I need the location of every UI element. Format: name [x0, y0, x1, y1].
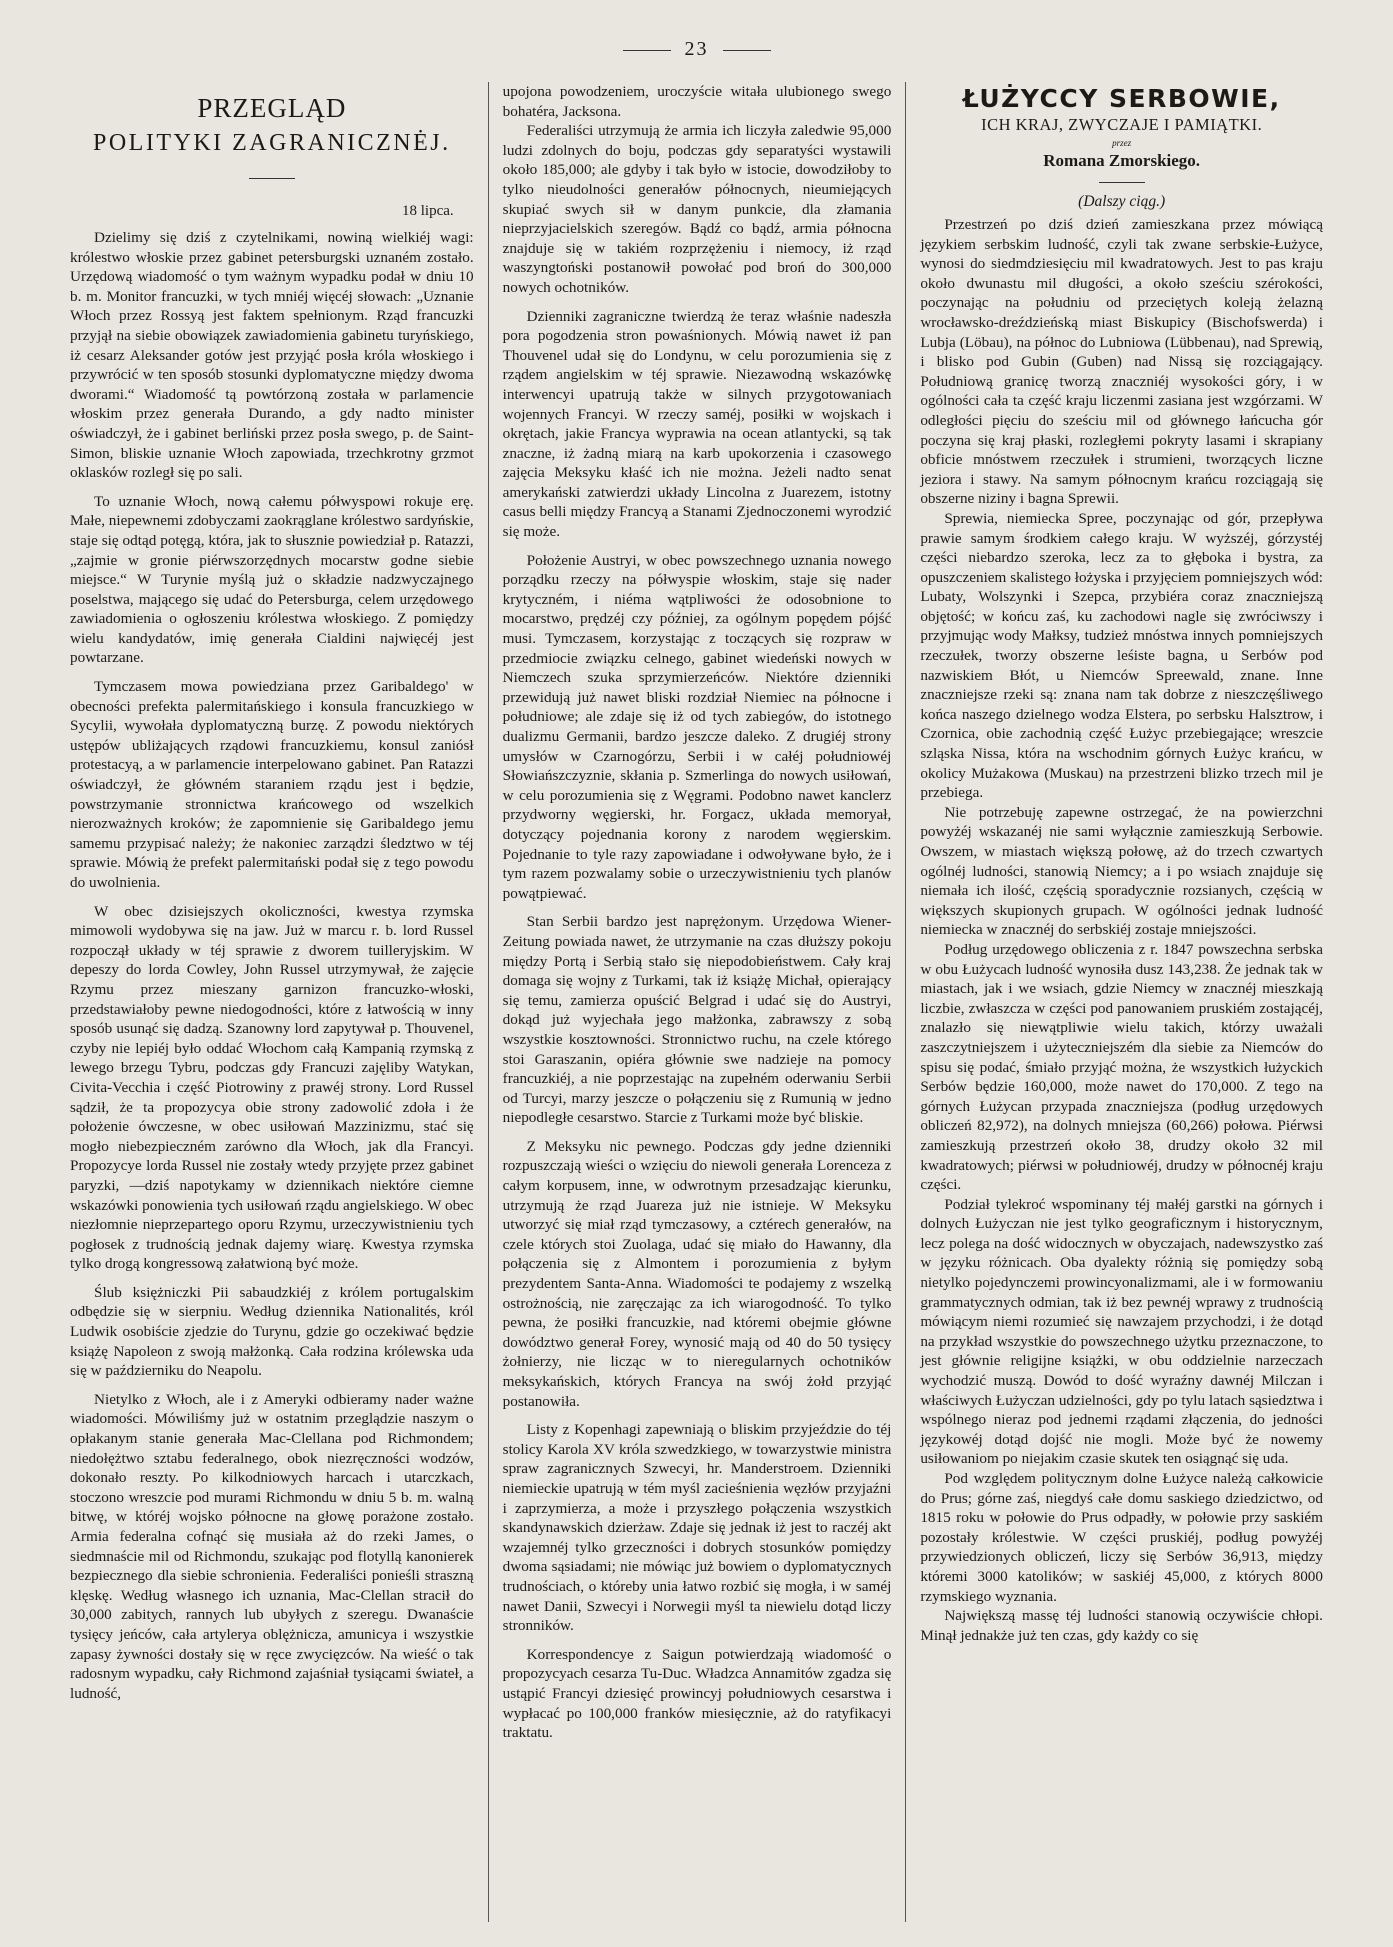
continuation-note: (Dalszy ciąg.): [1078, 193, 1166, 210]
article-columns: [70, 82, 1323, 1922]
paragraph: Położenie Austryi, w obec powszechnego uznania nowego porządku rzeczy na półwyspie włoskim, staje się nader krytyczném, i niéma wątpliwości że odosobnione to mocarstwo, prędzéj czy później, za ogólnym popędem pójść musi. Tymczasem, korzystając z toczących się rozpraw w przedmiocie związku celnego, gabinet wiedeński nowych w Niemczech szuka sprzymierzeńców. Niektóre dzienniki przewidują już nawet bliski rozdział Niemiec na północne i południowe; ale zdaje się iż od tych zabiegów, do istotnego dualizmu Germanii, bardzo jeszcze daleko. Z drugiéj strony umysłów w Czarnogórzu, Serbii i w całéj południowéj Słowiańszczyznie, skłania p. Szmerlinga do nowych usiłowań, w celu porozumienia się z Węgrami. Podobno nawet kanclerz przydworny węgierski, hr. Forgacz, układa memoryał, dotyczący pojednania korony z narodem węgierskim. Pojednanie to tyle razy zapowiadane i odwoływane było, że i tym razem pozwalamy sobie o urzeczywistnieniu tych planów powątpiewać.: [502, 551, 892, 902]
serial-subtitle: ICH KRAJ, ZWYCZAJE I PAMIĄTKI.: [981, 115, 1263, 134]
column-lusatian-serbs: [905, 82, 1323, 1922]
paragraph: W obec dzisiejszych okoliczności, kwestya rzymska mimowoli wydobywa się na jaw. Już w marcu r. b. lord Russel rozpoczął układy w téj sprawie z dworem tuilleryjskim. W depeszy do lorda Cowley, John Russel utrzymywał, że zajęcie Rzymu przez mieszany garnizon francuzko-włoski, przedstawiałoby pewne niedogodności, które z łatwością w inny sposób usunąć się dadzą. Szanowny lord zapytywał p. Thouvenel, czyby nie lepiéj było oddać Włochom całą Kampanią rzymską z lewego brzegu Tybru, podczas gdy Francuzi zajęliby Watykan, Civita-Vecchia i część Piotrowiny z prawéj strony. Lord Russel sądził, że ta propozycya obie strony zadowolić zdoła i że położenie ówczesne, w obec usiłowań Mazzinizmu, stać się mogło niebezpieczném zarówno dla Włoch, jak dla Francyi. Propozycye lorda Russel nie zostały wtedy przyjęte przez gabinet paryzki, —dziś napotykamy w dziennikach niektóre ciemne wskazówki ponowienia tych usiłowań rządu angielskiego. W obec niezłomnie nieprzepartego oporu Rzymu, urzeczywistnieniu tych pogłosek z trudnością jednak dajemy wiarę. Kwestya rzymska tylko drogą kongressową załatwioną być może.: [70, 902, 474, 1273]
paragraph: Sprewia, niemiecka Spree, poczynając od gór, przepływa prawie samym środkiem całego kraju. W wyższéj, górzystéj części niebardzo szeroka, lecz za to głęboka i bystra, za opuszczeniem skalistego łożyska i przyjęciem pomniejszych wód: Lubaty, Wolszynki i Szepca, przybiéra coraz znaczniejszą objętość; w końcu zaś, ku zachodowi nagle się zwróciwszy i przyjmując wody Małksy, tudzież mnóstwa innych pomniejszych rzeczułek, tworzy obszerne leśiste bagna, u Serbów pod nazwiskiem Błót, u Niemców Spreewald, znane. Inne znaczniejsze rzeki są: znana nam tak dobrze z nieszczęśliwego końca naszego dzielnego wodza Elstera, po serbsku Halsztrow, i Czornica, obie zachodnią część Łużyc przebiegające; wreszcie szląska Nissa, która na wschodnim górnych Łużyc krańcu, w okolicy Mużakowa (Muskau) na przestrzeni blizko trzech mil je przebiega.: [920, 509, 1323, 802]
page-number-rule-left: [623, 50, 671, 51]
paragraph: Z Meksyku nic pewnego. Podczas gdy jedne dzienniki rozpuszczają wieści o wzięciu do niewoli generała Lorenceza z całym korpusem, inne, w odwrotnym przesadzając kierunku, utrzymują że rząd Juareza już nie istnieje. W Meksyku utworzyć się miał rząd tymczasowy, a cztérech generałów, na czele których stoi Zuolaga, udać się miało do Hawanny, dla połączenia się z Almontem i porozumienia z byłym prezydentem Santa-Anna. Wiadomości te podajemy z wszelką ostrożnością, nie zaręczając za ich wiarogodność. To tylko pewna, że posiłki francuzkie, nad któremi obejmie główne dowództwo generał Forey, wynosić mają od 40 do 50 tysięcy żołnierzy, nie licząc w to nieregularnych ochotników meksykańskich, których Francya na swój żołd przyjąć postanowiła.: [502, 1137, 892, 1410]
page-number: [0, 38, 1393, 61]
column-foreign-policy: [70, 82, 488, 1922]
paragraph: Przestrzeń po dziś dzień zamieszkana przez mówiącą językiem serbskim ludność, czyli tak zwane serbskie-Łużyce, wynosi do siedmdziesięciu mil kwadratowych. Jest to pas kraju około dwunastu mil długości, a około sześciu szérokości, poczynając na południu od przeciętych koleją żelazną wrocławsko-dreździeńską miast Biskupicy (Bischofswerda) i Lubja (Löbau), na północ do Lubniowa (Lübbenau), nad Sprewią, i blisko pod Gubin (Guben) nad Nissą się rozciągający. Południową granicę tworzą znaczniéj wysokości góry, i w ogólności cała ta część kraju liczenmi zasiana jest wzgórzami. W odległości pięciu do sześciu mil od głównego łańcucha gór poczyna się kraj płaski, rozległemi pokryty lasami i skrapiany obficie mnóstwem rzeczułek i strumieni, tworzących liczne jeziora i stawy. Na samym północnym krańcu rozciągają się obszerne niziny i bagna Sprewii.: [920, 216, 1323, 508]
paragraph: Dzienniki zagraniczne twierdzą że teraz właśnie nadeszła pora pogodzenia stron powaśnionych. Mówią nawet iż pan Thouvenel udał się do Londynu, w celu porozumienia się z rządem angielskim w téj sprawie. Niezawodną wskazówkę interwencyi upatrują także w silnych przygotowaniach wojennych Francyi. W rzeczy saméj, posiłki w wojskach i okrętach, jakie Francya wyprawia na ocean atlantycki, są tak znaczne, iż żadną miarą na karb upokorzenia i czasowego zajęcia Meksyku kłaść ich nie można. Jeżeli nadto senat amerykański zatwierdzi układy Lincolna z Juarezem, istotny casus belli między Francyą a Stanami Zjednoczonemi wyrodzić się może.: [502, 307, 892, 541]
paragraph: To uznanie Włoch, nową całemu półwyspowi rokuje erę. Małe, niepewnemi zdobyczami zaokrąglane królestwo sardyńskie, staje się odtąd potęgą, która, jak to słusznie powiedział p. Ratazzi, „zajmie w gronie piérwszorzędnych mocarstw godne siebie miejsce.“ W Turynie myślą już o składzie nadzwyczajnego poselstwa, mającego się udać do Petersburga, celem urzędowego zawiadomienia o ogłoszeniu królestwa włoskiego. Z pomiędzy wielu kandydatów, imię generała Cialdini najwięcéj jest powtarzane.: [70, 492, 474, 667]
paragraph: Korrespondencye z Saigun potwierdzają wiadomość o propozycyach cesarza Tu-Duc. Władzca Annamitów zgadza się ustąpić Francyi dziesięć prowincyj południowych cesarstwa i wypłacać po 100,000 franków miesięcznie, aż do ratyfikacyi traktatu.: [502, 1645, 892, 1742]
byline-przez: przez: [1112, 138, 1132, 148]
page-number-text: 23: [684, 38, 709, 60]
serial-rule: [1099, 182, 1145, 183]
title-rule: [249, 178, 295, 179]
paragraph: Federaliści utrzymują że armia ich liczyła zaledwie 95,000 ludzi zdolnych do boju, podczas gdy separatyści wystawili około 185,000; ale gdyby i tak było w istocie, dowodziłoby to tylko nieudolności generałów północnych, nieumiejących skupiać swych sił w danym punkcie, dla złamania nieprzyjacielskich szeregów. Bądź co bądź, armia północna znajduje się w takiém rozprzężeniu i niemocy, iż rząd waszyngtoński postanowił powołać pod broń do 300,000 nowych ochotników.: [502, 122, 892, 296]
page-number-rule-right: [723, 50, 771, 51]
dateline: 18 lipca.: [402, 203, 454, 219]
serial-title: ŁUŻYCCY SERBOWIE,: [962, 84, 1281, 113]
article-subtitle: POLITYKI ZAGRANICZNĖJ.: [93, 130, 451, 156]
paragraph: Nie potrzebuję zapewne ostrzegać, że na powierzchni powyżéj wskazanéj nie sami wyłącznie zamieszkują Serbowie. Owszem, w miastach większą połowę, aż do trzech czwartych ogólnéj ludności, stanowią Niemcy; a i po wsiach znajduje się niemała ich ilość, częścią sporadycznie rozsianych, częścią w większych skupionych grupach. W ogólności jednak ludność niemiecka w znacznéj do serbskiéj zostaje mniejszości.: [920, 803, 1323, 939]
paragraph: Tymczasem mowa powiedziana przez Garibaldego' w obecności prefekta palermitańskiego i konsula francuzkiego w Sycylii, wywołała dyplomatyczną burzę. Z powodu niektórych ustępów ubliżających rządowi francuzkiemu, konsul zaniósł protestacyą, a w parlamencie interpelowano gabinet. Pan Ratazzi oświadczył, że główném staraniem rządu jest i będzie, powstrzymanie stronnictwa krańcowego od wszelkich nierozważnych kroków; że zapomnienie się Garibaldego jemu samemu przypisać należy; że nakoniec zarządzi śledztwo w téj sprawie. Mówią że prefekt palermitański podał się z tego powodu do uwolnienia.: [70, 678, 474, 891]
paragraph: Pod względem politycznym dolne Łużyce należą całkowicie do Prus; górne zaś, niegdyś całe domu saskiego dziedzictwo, od 1815 roku w połowie do Prus odpadły, w połowie przy saskiém pozostały królestwie. W części pruskiéj, podług powyżéj przywiedzionych obliczeń, liczy się Serbów 36,913, między któremi 3000 katolików; w saskiéj 45,000, z których 8000 rzymskiego wyznania.: [920, 1470, 1323, 1605]
paragraph: Podział tylekroć wspominany téj małéj garstki na górnych i dolnych Łużyczan nie jest tylko geograficznym i historycznym, lecz polega na dość widocznych w obyczajach, nadewszystko zaś w języku różnicach. Oba dyalekty różnią się pomiędzy sobą nietylko pojedynczemi prowincyonalizmami, ale i w formowaniu grammatycznych odmian, tak iż bez pewnéj wprawy z trudnością mówiącym niemi rozumieć się nawzajem przychodzi, i że dotąd na przykład wszystkie do powszechnego użytku przeznaczone, to jest głównie religijne książki, w obu oddzielnie narzeczach wychodzić muszą. Dowód to dość wyraźny dawnéj Milczan i właściwych Łużyczan udzielności, gdy po tylu latach sąsiedztwa i wspólnego nieraz pod jednemi rządami złączenia, do jedności językowéj dotąd dojść nie mogli. Może być że nowemy usiłowaniom po niejakim czasie skutek ten osiągnąć się uda.: [920, 1195, 1323, 1468]
byline-author: Romana Zmorskiego.: [1043, 151, 1201, 170]
paragraph: Największą massę téj ludności stanowią oczywiście chłopi. Minął jednakże już ten czas, gdy każdy co się: [920, 1607, 1323, 1644]
column-foreign-policy-continued: [488, 82, 906, 1922]
paragraph: Nietylko z Włoch, ale i z Ameryki odbieramy nader ważne wiadomości. Mówiliśmy już w ostatnim przeglądzie naszym o opłakanym stanie generała Mac-Clellana pod Richmondem; niedołężtwo sztabu federalnego, obok niezręczności wodzów, dokonało reszty. Po kilkodniowych harcach i utarczkach, stoczono wreszcie pod murami Richmondu w dniu 5 b. m. walną bitwę, w któréj wojsko północne na głowę porażone zostało. Armia federalna cofnąć się musiała aż do rzeki James, o siedmnaście mil od Richmondu, szukając pod flotyllą kanonierek bezpiecznego dla siebie schronienia. Federaliści ponieśli straszną klęskę. Według własnego ich uznania, Mac-Clellan stracił do 30,000 zabitych, rannych lub ubyłych z szeregu. Dwanaście tysięcy jeńców, cała artylerya oblężnicza, amunicya i wszystkie zapasy żywności dostały się w ręce zwycięzców. Na wieść o tak radosnym wypadku, cały Richmond zajaśniał tysiącami świateł, a ludność,: [70, 1390, 474, 1702]
paragraph: Dzielimy się dziś z czytelnikami, nowiną wielkiéj wagi: królestwo włoskie przez gabinet petersburgski uznaném zostało. Urzędową wiadomość o tym ważnym wypadku podał w dniu 10 b. m. Monitor francuzki, w tych mniéj więcéj słowach: „Uznanie Włoch przez Rossyą jest faktem spełnionym. Rząd francuzki przyjął na siebie obowiązek zawiadomienia gabinetu turyńskiego, iż cesarz Aleksander gotów jest przyjąć posła króla włoskiego i przywrócić w ten sposób stosunki dyplomatyczne między dwoma dworami.“ Wiadomość tą powtórzoną została w parlamencie włoskim przez generała Durando, a gdy nadto minister oświadczył, że i gabinet berliński przez posła swego, p. de Saint-Simon, bliskie uznanie Włoch zapowiada, trzechkrotny grzmot oklasków rozległ się po sali.: [70, 229, 474, 482]
paragraph: Stan Serbii bardzo jest naprężonym. Urzędowa Wiener-Zeitung powiada nawet, że utrzymanie na czas dłuższy pokoju między Portą i Serbią stało się niepodobieństwem. Cały kraj domaga się wojny z Turkami, tak iż książę Michał, opierający się temu, zamierza opuścić Belgrad i udać się do Austryi, dokąd już wyjechała jego małżonka, zabrawszy z sobą wszystkie kosztowności. Stronnictwo ruchu, na czele którego stoi Garaszanin, opiéra głównie swe nadzieje na pomocy francuzkiéj, a nie poprzestając na zupełném oderwaniu Serbii od Turcyi, marzy jeszcze o połączeniu się z Rumunią w jedno niepodległe cesarstwo. Starcie z Turkami może być bliskie.: [502, 913, 892, 1127]
paragraph: upojona powodzeniem, uroczyście witała ulubionego swego bohatéra, Jacksona.: [502, 83, 892, 120]
paragraph: Podług urzędowego obliczenia z r. 1847 powszechna serbska w obu Łużycach ludność wynosiła dusz 143,238. Że jednak tak w miastach, jak i we wsiach, gdzie Niemcy w znacznéj mieszkają liczbie, zwłaszcza w części pod panowaniem pruskiém zostającéj, znalazło się niewątpliwie wielu takich, którzy uważali zaszczytniejszem i użyteczniejszém dla siebie za Niemców do spisu się podać, śmiało przyjąć można, że wszystkich łużyckich Serbów będzie 160,000, może nawet do 170,000. Z tego na górnych Łużycan przypada znaczniejsza (podług urzędowych obliczeń 82,972), na dolnych mniejsza (60,266) połowa. Piérwsi zamieszkują przestrzeń około 38, drudzy około 32 mil kwadratowych; piérwsi w południowéj, drudzy w północnéj kraju części.: [920, 940, 1323, 1194]
article-title: PRZEGLĄD: [197, 93, 347, 123]
paragraph: Ślub księżniczki Pii sabaudzkiéj z królem portugalskim odbędzie się w sierpniu. Według dziennika Nationalités, król Ludwik osobiście zjedzie do Turynu, gdzie go oczekiwać będzie książę Napoleon z swoją małżonką. Cała rodzina królewska uda się w październiku do Neapolu.: [70, 1283, 474, 1380]
paragraph: Listy z Kopenhagi zapewniają o bliskim przyjeździe do téj stolicy Karola XV króla szwedzkiego, w towarzystwie ministra spraw zagranicznych Szwecyi, hr. Manderstroem. Dzienniki niemieckie upatrują w tém myśl zacieśnienia węzłów przyjaźni i zaprzymierza, a może i przyszłego połączenia wszystkich skandynawskich dzierżaw. Zdaje się jednak iż jest to raczéj akt wzajemnéj tylko grzeczności i dobrych stosunków pomiędzy dwoma sąsiadami; nie mówiąc już bowiem o dyplomatycznych trudnościach, o któreby unia łatwo rozbić się mogła, i w saméj nawet Danii, Szwecyi i Norwegii myśl ta niewielu dotąd liczy stronników.: [502, 1421, 892, 1635]
